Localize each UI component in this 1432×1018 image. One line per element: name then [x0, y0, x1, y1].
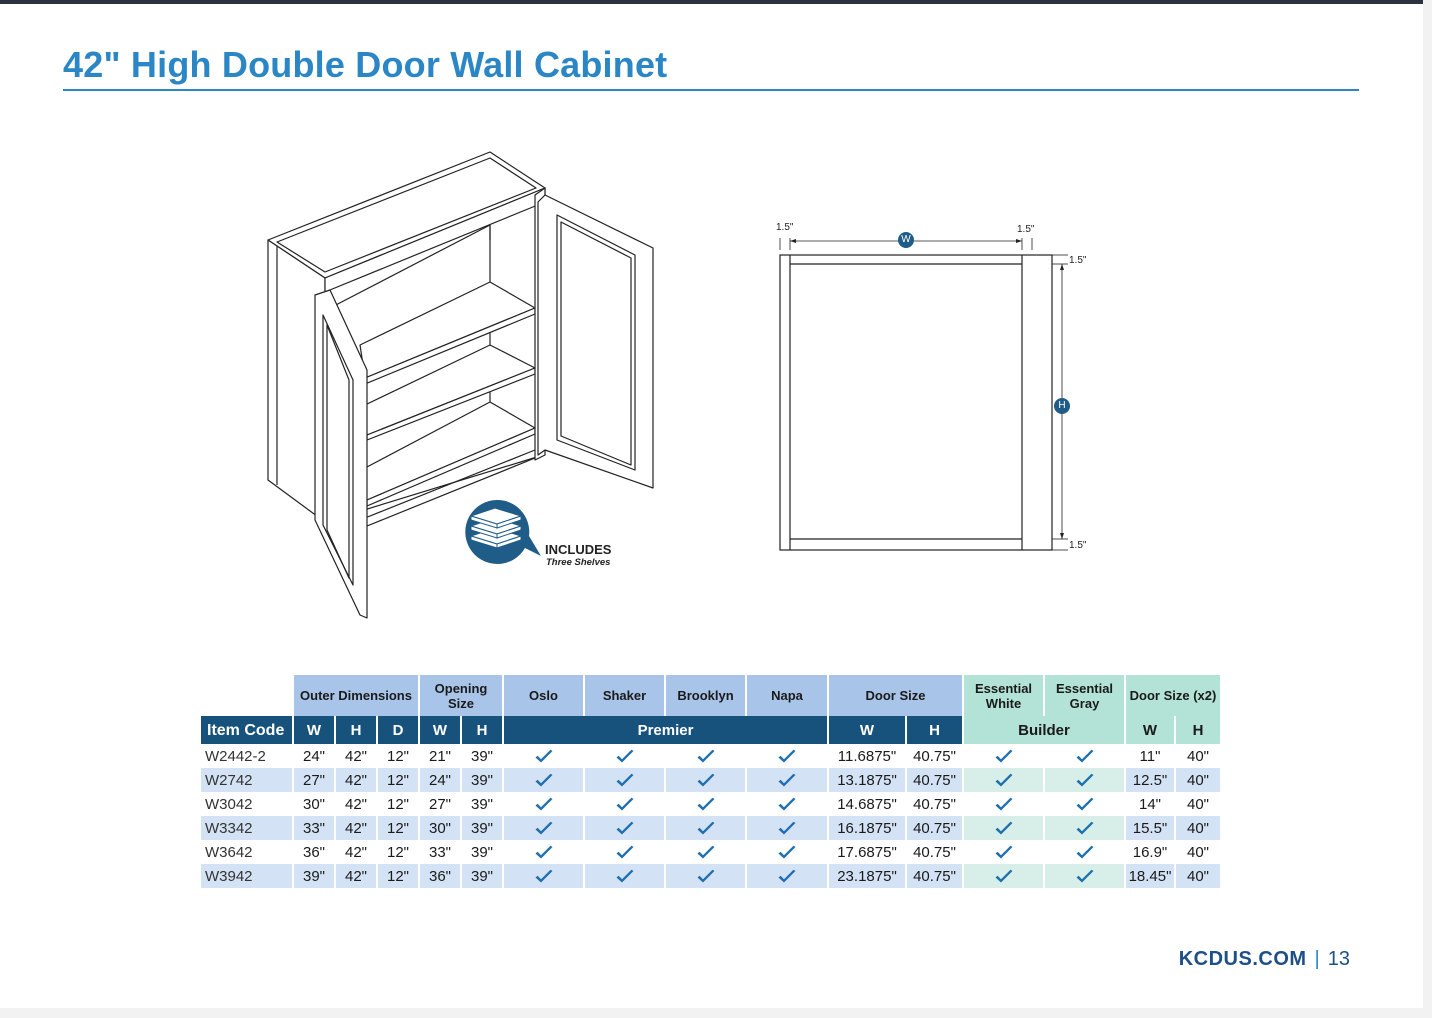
outer-w-cell: 39": [294, 864, 336, 888]
door-h-cell: 40.75": [907, 792, 964, 816]
table-row: [201, 840, 1222, 864]
outer-w-cell: 33": [294, 816, 336, 840]
outer-d-cell: 12": [378, 864, 420, 888]
outer-h-cell: 42": [336, 840, 378, 864]
opening-h-cell: 39": [462, 864, 504, 888]
essential-white-available-cell: [964, 792, 1045, 816]
opening-h-header: H: [462, 716, 504, 744]
checkmark-icon: [696, 821, 716, 837]
builder-door-w-cell: 14": [1126, 792, 1176, 816]
right-stile-label: 1.5": [1017, 224, 1035, 235]
brooklyn-available-cell: [666, 816, 747, 840]
checkmark-icon: [777, 821, 797, 837]
checkmark-icon: [994, 773, 1014, 789]
checkmark-icon: [534, 749, 554, 765]
site-url[interactable]: KCDUS.COM: [1178, 948, 1307, 970]
napa-header: Napa: [747, 675, 829, 716]
checkmark-icon: [994, 797, 1014, 813]
outer-h-cell: 42": [336, 816, 378, 840]
checkmark-icon: [696, 845, 716, 861]
opening-h-cell: 39": [462, 792, 504, 816]
brooklyn-available-cell: [666, 768, 747, 792]
oslo-header: Oslo: [504, 675, 585, 716]
oslo-available-cell: [504, 840, 585, 864]
checkmark-icon: [696, 749, 716, 765]
builder-door-w-cell: 18.45": [1126, 864, 1176, 888]
checkmark-icon: [615, 797, 635, 813]
width-marker: W: [898, 232, 914, 248]
checkmark-icon: [615, 845, 635, 861]
page-footer: [1179, 948, 1350, 971]
napa-available-cell: [747, 768, 829, 792]
napa-available-cell: [747, 864, 829, 888]
outer-d-cell: 12": [378, 768, 420, 792]
builder-header: Builder: [964, 716, 1126, 744]
opening-w-cell: 27": [420, 792, 462, 816]
shaker-available-cell: [585, 792, 666, 816]
door-size-header: Door Size: [829, 675, 964, 716]
essential-gray-header: Essential Gray: [1045, 675, 1126, 716]
item-code-cell: W3942: [201, 864, 294, 888]
page-number: 13: [1327, 948, 1350, 970]
brooklyn-available-cell: [666, 840, 747, 864]
table-row: [201, 792, 1222, 816]
oslo-available-cell: [504, 792, 585, 816]
outer-h-header: H: [336, 716, 378, 744]
outer-dimensions-header: Outer Dimensions: [294, 675, 420, 716]
checkmark-icon: [777, 869, 797, 885]
cabinet-spec-table: [201, 675, 1222, 888]
builder-door-h-cell: 40": [1176, 792, 1222, 816]
essential-gray-available-cell: [1045, 768, 1126, 792]
door-x2-w-header: W: [1126, 716, 1176, 744]
outer-w-cell: 36": [294, 840, 336, 864]
outer-d-cell: 12": [378, 816, 420, 840]
essential-gray-available-cell: [1045, 816, 1126, 840]
napa-available-cell: [747, 816, 829, 840]
door-w-cell: 13.1875": [829, 768, 907, 792]
outer-w-cell: 30": [294, 792, 336, 816]
title-rule: [63, 89, 1359, 91]
item-code-cell: W3342: [201, 816, 294, 840]
checkmark-icon: [615, 821, 635, 837]
builder-door-h-cell: 40": [1176, 768, 1222, 792]
height-marker: H: [1054, 398, 1070, 414]
opening-w-cell: 36": [420, 864, 462, 888]
opening-size-header: Opening Size: [420, 675, 504, 716]
door-h-cell: 40.75": [907, 864, 964, 888]
outer-d-cell: 12": [378, 744, 420, 768]
checkmark-icon: [534, 845, 554, 861]
badge-title: INCLUDES: [545, 542, 612, 557]
builder-door-w-cell: 11": [1126, 744, 1176, 768]
footer-separator: |: [1314, 948, 1320, 970]
opening-w-header: W: [420, 716, 462, 744]
napa-available-cell: [747, 792, 829, 816]
checkmark-icon: [994, 821, 1014, 837]
essential-white-available-cell: [964, 768, 1045, 792]
door-w-cell: 11.6875": [829, 744, 907, 768]
oslo-available-cell: [504, 768, 585, 792]
door-w-cell: 23.1875": [829, 864, 907, 888]
door-h-cell: 40.75": [907, 840, 964, 864]
door-h-cell: 40.75": [907, 816, 964, 840]
door-w-header: W: [829, 716, 907, 744]
essential-white-available-cell: [964, 816, 1045, 840]
builder-door-h-cell: 40": [1176, 744, 1222, 768]
item-code-header: Item Code: [201, 716, 294, 744]
outer-h-cell: 42": [336, 864, 378, 888]
outer-h-cell: 42": [336, 768, 378, 792]
opening-h-cell: 39": [462, 768, 504, 792]
door-w-cell: 17.6875": [829, 840, 907, 864]
checkmark-icon: [534, 773, 554, 789]
outer-h-cell: 42": [336, 792, 378, 816]
shaker-available-cell: [585, 864, 666, 888]
item-code-cell: W3642: [201, 840, 294, 864]
essential-white-available-cell: [964, 744, 1045, 768]
essential-gray-available-cell: [1045, 840, 1126, 864]
checkmark-icon: [1075, 749, 1095, 765]
checkmark-icon: [777, 797, 797, 813]
cabinet-elevation-drawing: [760, 215, 1100, 560]
outer-d-cell: 12": [378, 792, 420, 816]
table-row: [201, 864, 1222, 888]
checkmark-icon: [1075, 797, 1095, 813]
checkmark-icon: [994, 869, 1014, 885]
opening-w-cell: 24": [420, 768, 462, 792]
opening-w-cell: 33": [420, 840, 462, 864]
essential-white-available-cell: [964, 864, 1045, 888]
table-row: [201, 744, 1222, 768]
checkmark-icon: [1075, 773, 1095, 789]
item-code-cell: W3042: [201, 792, 294, 816]
shaker-available-cell: [585, 816, 666, 840]
item-code-cell: W2442-2: [201, 744, 294, 768]
brooklyn-header: Brooklyn: [666, 675, 747, 716]
bottom-rail-label: 1.5": [1069, 540, 1087, 551]
badge-subtitle: Three Shelves: [546, 557, 611, 568]
blank-header-cell: [201, 675, 294, 716]
opening-w-cell: 30": [420, 816, 462, 840]
checkmark-icon: [696, 773, 716, 789]
essential-gray-available-cell: [1045, 744, 1126, 768]
door-size-x2-header: Door Size (x2): [1126, 675, 1222, 716]
builder-door-w-cell: 12.5": [1126, 768, 1176, 792]
opening-h-cell: 39": [462, 816, 504, 840]
checkmark-icon: [994, 845, 1014, 861]
oslo-available-cell: [504, 864, 585, 888]
checkmark-icon: [615, 749, 635, 765]
essential-white-header: Essential White: [964, 675, 1045, 716]
essential-white-available-cell: [964, 840, 1045, 864]
outer-h-cell: 42": [336, 744, 378, 768]
top-rail-label: 1.5": [1069, 255, 1087, 266]
napa-available-cell: [747, 840, 829, 864]
outer-d-header: D: [378, 716, 420, 744]
checkmark-icon: [777, 749, 797, 765]
spec-table-body: [201, 744, 1222, 888]
opening-h-cell: 39": [462, 840, 504, 864]
checkmark-icon: [696, 869, 716, 885]
door-h-cell: 40.75": [907, 768, 964, 792]
checkmark-icon: [1075, 869, 1095, 885]
builder-door-w-cell: 16.9": [1126, 840, 1176, 864]
brooklyn-available-cell: [666, 864, 747, 888]
outer-w-header: W: [294, 716, 336, 744]
opening-h-cell: 39": [462, 744, 504, 768]
builder-door-h-cell: 40": [1176, 864, 1222, 888]
checkmark-icon: [615, 869, 635, 885]
essential-gray-available-cell: [1045, 792, 1126, 816]
builder-door-h-cell: 40": [1176, 840, 1222, 864]
door-x2-h-header: H: [1176, 716, 1222, 744]
checkmark-icon: [534, 797, 554, 813]
table-row: [201, 816, 1222, 840]
checkmark-icon: [615, 773, 635, 789]
outer-w-cell: 27": [294, 768, 336, 792]
page-title: 42" High Double Door Wall Cabinet: [63, 44, 668, 85]
premier-header: Premier: [504, 716, 829, 744]
checkmark-icon: [1075, 845, 1095, 861]
left-stile-label: 1.5": [776, 222, 794, 233]
door-h-header: H: [907, 716, 964, 744]
table-row: [201, 768, 1222, 792]
checkmark-icon: [994, 749, 1014, 765]
napa-available-cell: [747, 744, 829, 768]
builder-door-w-cell: 15.5": [1126, 816, 1176, 840]
shaker-header: Shaker: [585, 675, 666, 716]
oslo-available-cell: [504, 816, 585, 840]
shaker-available-cell: [585, 840, 666, 864]
brooklyn-available-cell: [666, 792, 747, 816]
checkmark-icon: [534, 821, 554, 837]
shelves-badge-icon: [457, 498, 547, 568]
door-w-cell: 14.6875": [829, 792, 907, 816]
door-h-cell: 40.75": [907, 744, 964, 768]
checkmark-icon: [777, 773, 797, 789]
item-code-cell: W2742: [201, 768, 294, 792]
checkmark-icon: [534, 869, 554, 885]
checkmark-icon: [1075, 821, 1095, 837]
shaker-available-cell: [585, 744, 666, 768]
outer-w-cell: 24": [294, 744, 336, 768]
checkmark-icon: [777, 845, 797, 861]
brooklyn-available-cell: [666, 744, 747, 768]
opening-w-cell: 21": [420, 744, 462, 768]
builder-door-h-cell: 40": [1176, 816, 1222, 840]
top-bar: [0, 0, 1423, 4]
door-w-cell: 16.1875": [829, 816, 907, 840]
shaker-available-cell: [585, 768, 666, 792]
outer-d-cell: 12": [378, 840, 420, 864]
oslo-available-cell: [504, 744, 585, 768]
essential-gray-available-cell: [1045, 864, 1126, 888]
checkmark-icon: [696, 797, 716, 813]
